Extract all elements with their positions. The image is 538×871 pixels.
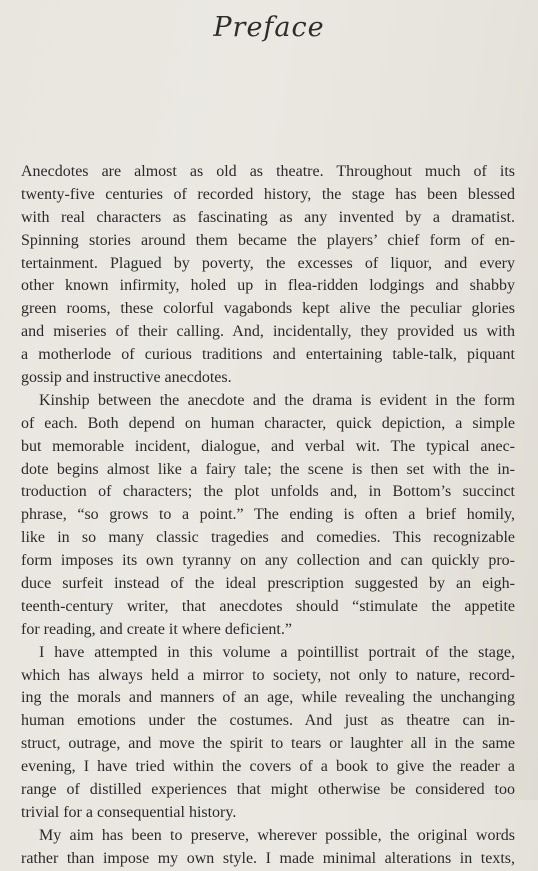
text-line: phrase, “so grows to a point.” The ending is often a brief homily,	[21, 506, 515, 524]
text-line: rather than impose my own style. I made minimal alterations in texts,	[21, 849, 515, 867]
text-line: tertainment. Plagued by poverty, the excesses of liquor, and every	[21, 254, 515, 272]
text-line: duce surfeit instead of the ideal prescription suggested by an eigh-	[21, 575, 515, 593]
text-line: human emotions under the costumes. And just as theatre can in-	[21, 712, 515, 730]
paragraph	[21, 825, 515, 871]
preface-body	[21, 161, 515, 871]
text-line: dote begins almost like a fairy tale; the scene is then set with the in-	[21, 460, 515, 478]
text-line: I have attempted in this volume a pointillist portrait of the stage,	[39, 643, 515, 661]
paragraph	[21, 642, 515, 825]
text-line: ing the morals and manners of an age, while revealing the unchanging	[21, 689, 515, 707]
text-line: with real characters as fascinating as any invented by a dramatist.	[21, 208, 515, 226]
text-line: evening, I have tried within the covers of a book to give the reader a	[21, 758, 515, 776]
text-line: and miseries of their calling. And, incidentally, they provided us with	[21, 323, 515, 341]
text-line: green rooms, these colorful vagabonds kept alive the peculiar glories	[21, 300, 515, 318]
text-line: range of distilled experiences that might otherwise be considered too	[21, 781, 515, 799]
text-line: Spinning stories around them became the players’ chief form of en-	[21, 231, 515, 249]
text-line: of each. Both depend on human character, quick depiction, a simple	[21, 414, 515, 432]
paragraph	[21, 390, 515, 642]
text-line: form imposes its own tyranny on any collection and can quickly pro-	[21, 552, 515, 570]
text-line: other known infirmity, holed up in flea-ridden lodgings and shabby	[21, 277, 515, 295]
text-line: twenty-five centuries of recorded history, the stage has been blessed	[21, 185, 515, 203]
text-line: struct, outrage, and move the spirit to tears or laughter all in the same	[21, 735, 515, 753]
page-title: Preface	[213, 12, 325, 43]
text-line: for reading, and create it where deficient.”	[21, 620, 292, 638]
text-line: a motherlode of curious traditions and entertaining table-talk, piquant	[21, 346, 515, 364]
text-line: Anecdotes are almost as old as theatre. Throughout much of its	[21, 163, 515, 180]
text-line: but memorable incident, dialogue, and verbal wit. The typical anec-	[21, 437, 515, 455]
text-line: My aim has been to preserve, wherever possible, the original words	[39, 826, 515, 844]
text-line: troduction of characters; the plot unfolds and, in Bottom’s succinct	[21, 483, 515, 501]
paragraph	[21, 161, 515, 390]
text-line: trivial for a consequential history.	[21, 803, 237, 821]
text-line: gossip and instructive anecdotes.	[21, 369, 232, 387]
text-line: teenth-century writer, that anecdotes should “stimulate the appetite	[21, 597, 515, 615]
text-line: like in so many classic tragedies and comedies. This recognizable	[21, 529, 515, 547]
text-line: which has always held a mirror to society, not only to nature, record-	[21, 666, 515, 684]
text-line: Kinship between the anecdote and the drama is evident in the form	[39, 391, 515, 409]
